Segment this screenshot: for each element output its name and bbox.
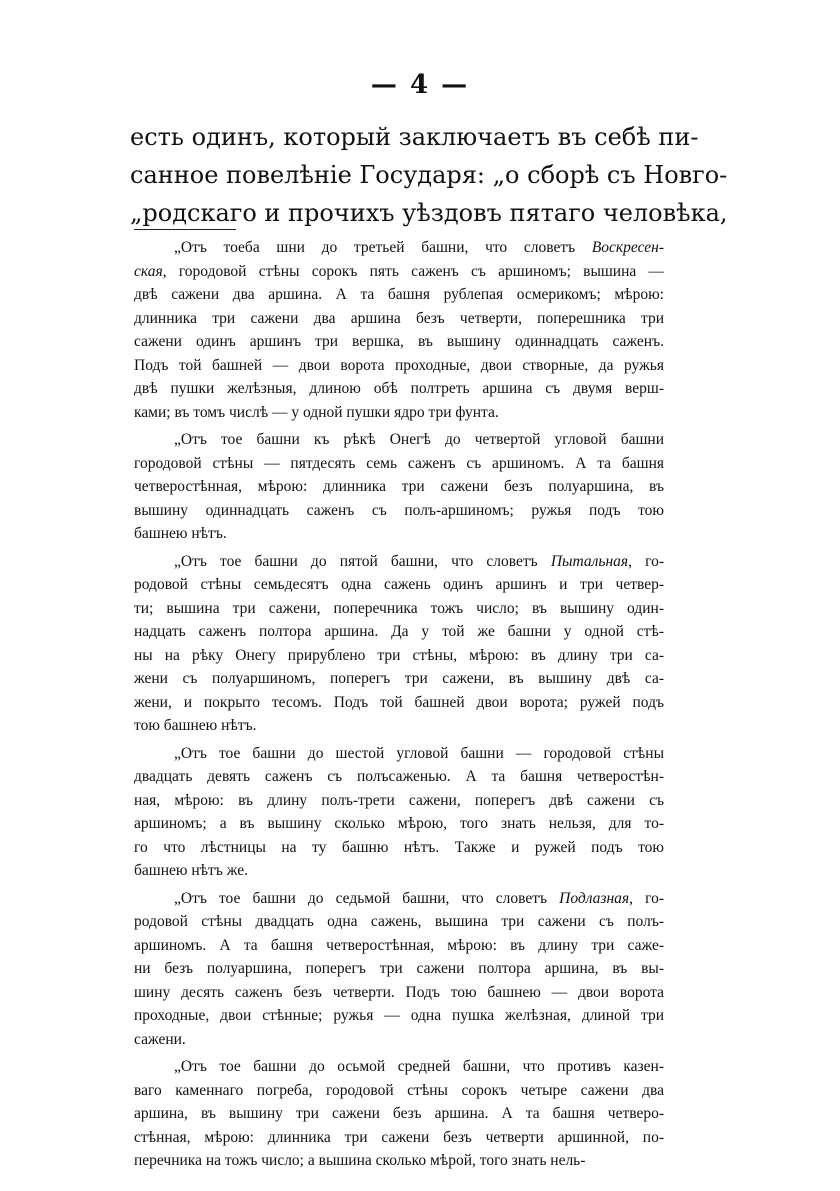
footnote-line <box>134 957 664 981</box>
footnote-line <box>134 283 664 307</box>
footnote-line <box>134 330 664 354</box>
footnote-line <box>134 742 664 766</box>
footnote-text: ками; въ томъ числѣ — у одной пушки ядро три фунта. <box>134 403 499 421</box>
footnote-line <box>134 1004 664 1028</box>
footnote-text: вышину одиннадцать саженъ съ полъ-аршиномъ; ружья подъ тою <box>134 501 664 519</box>
footnote-line <box>134 836 664 860</box>
footnote-paragraph <box>134 887 664 1052</box>
footnote-line <box>134 1079 664 1103</box>
footnote-line <box>134 428 664 452</box>
footnote-line <box>134 377 664 401</box>
footnote-text: ваго каменнаго погреба, городовой стѣны сорокъ четыре сажени два <box>134 1081 664 1099</box>
footnote-line <box>134 401 664 425</box>
footnote-text: длинника три сажени два аршина безъ четверти, поперешника три <box>134 309 664 327</box>
footnote-text: жени, и покрыто тесомъ. Подъ той башней двои ворота; ружей подъ <box>134 693 664 711</box>
footnote-text: городовой стѣны — пятдесять семь саженъ съ аршиномъ. А та башня <box>134 454 664 472</box>
footnote-divider <box>134 229 236 230</box>
footnote-line <box>134 910 664 934</box>
footnote-text: „Отъ тое башни до шестой угловой башни — городовой стѣны <box>174 744 664 762</box>
footnote-paragraph <box>134 550 664 738</box>
footnote-text: перечника на тожъ число; а вышина сколько мѣрой, того знать нель- <box>134 1152 586 1169</box>
footnote-text: аршиномъ; а въ вышину сколько мѣрою, того знать нельзя, для то- <box>134 815 664 832</box>
page-number: — 4 — <box>370 70 470 100</box>
footnote-text: тою башнею нѣтъ. <box>134 717 257 734</box>
footnote-text: , го- <box>628 552 664 570</box>
footnote-text: ны на рѣку Онегу прирублено три стѣны, мѣрою: въ длину три са- <box>134 646 664 664</box>
footnote-line <box>134 714 664 738</box>
footnote-paragraph <box>134 428 664 546</box>
footnote-paragraph <box>134 742 664 883</box>
footnote-line <box>134 475 664 499</box>
footnote-text: ни безъ полуаршина, поперегъ три сажени полтора аршина, въ вы- <box>134 960 664 977</box>
footnote-text: стѣнная, мѣрою: длинника три сажени безъ четверти аршинной, по- <box>134 1128 664 1146</box>
footnote-line <box>134 307 664 331</box>
footnote-line <box>134 1149 664 1173</box>
main-text-block <box>130 118 728 232</box>
footnote-italic-name: Воскресен- <box>591 239 664 256</box>
footnote-text: „Отъ тое башни до пятой башни, что словетъ <box>174 552 551 570</box>
footnote-italic-name: Подлазная <box>559 889 630 907</box>
footnote-italic-name: ская <box>134 262 163 280</box>
footnote-line <box>134 812 664 836</box>
footnote-paragraph <box>134 1055 664 1173</box>
footnote-line <box>134 644 664 668</box>
footnote-text: ная, мѣрою: въ длину полъ-трети сажени, поперегъ двѣ сажени съ <box>134 791 664 809</box>
footnote-text: двадцать девять саженъ съ полъсаженью. А та башня четверостѣн- <box>134 768 664 785</box>
footnote-line <box>134 522 664 546</box>
footnote-text: „Отъ тое башни до седьмой башни, что словетъ <box>174 889 560 907</box>
footnote-line <box>134 1055 664 1079</box>
footnote-line <box>134 691 664 715</box>
footnote-text: ти; вышина три сажени, поперечника тожъ число; въ вышину один- <box>134 599 664 617</box>
footnote-line <box>134 765 664 789</box>
footnote-line <box>134 789 664 813</box>
footnote-text: сажени. <box>134 1030 186 1048</box>
footnote-line <box>134 620 664 644</box>
footnote-line <box>134 1028 664 1052</box>
footnote-text: надцать саженъ полтора аршина. Да у той же башни у одной стѣ- <box>134 623 664 640</box>
footnote-line <box>134 236 664 260</box>
footnote-text: Подъ той башней — двои ворота проходные, двои створные, да ружья <box>134 356 664 374</box>
footnote-text: шину десять саженъ безъ четверти. Подъ тою башнею — двои ворота <box>134 983 664 1001</box>
footnote-line <box>134 934 664 958</box>
footnote-text: „Отъ тое башни къ рѣкѣ Онегѣ до четвертой угловой башни <box>174 431 664 448</box>
footnote-text: двѣ пушки желѣзныя, длиною обѣ полтреть аршина съ двумя верш- <box>134 380 664 397</box>
footnote-line <box>134 499 664 523</box>
footnote-text: родовой стѣны двадцать одна сажень, вышина три сажени съ полъ- <box>134 913 664 930</box>
footnote-line <box>134 667 664 691</box>
footnote-line <box>134 981 664 1005</box>
footnote-line <box>134 573 664 597</box>
footnote-text: аршиномъ. А та башня четверостѣнная, мѣрою: въ длину три саже- <box>134 936 664 954</box>
main-text-line: есть одинъ, который заключаетъ въ себѣ пи- <box>130 123 699 151</box>
footnote-paragraph <box>134 236 664 424</box>
footnote-text: сажени одинъ аршинъ три вершка, въ вышину одиннадцать саженъ. <box>134 333 664 350</box>
footnote-line <box>134 859 664 883</box>
footnote-line <box>134 1102 664 1126</box>
footnote-text: аршина, въ вышину три сажени безъ аршина. А та башня четверо- <box>134 1105 664 1122</box>
footnote-text: „Отъ тое башни до осьмой средней башни, что противъ казен- <box>174 1058 664 1075</box>
footnote-text: , го- <box>629 889 664 907</box>
footnote-text: „Отъ тоеба шни до третьей башни, что словетъ <box>174 239 592 256</box>
footnotes-block <box>134 236 664 1177</box>
footnote-line <box>134 452 664 476</box>
footnote-line <box>134 260 664 284</box>
footnote-italic-name: Пытальная <box>550 552 629 570</box>
footnote-line <box>134 1126 664 1150</box>
footnote-text: родовой стѣны семьдесятъ одна сажень одинъ аршинъ и три четвер- <box>134 576 664 593</box>
footnote-line <box>134 887 664 911</box>
footnote-line <box>134 597 664 621</box>
main-text-line: санное повелѣніе Государя: „о сборѣ съ Новго- <box>130 161 728 189</box>
footnote-line <box>134 354 664 378</box>
main-text-line: „родскаго и прочихъ уѣздовъ пятаго человѣка, <box>130 199 728 227</box>
footnote-text: башнею нѣтъ же. <box>134 862 248 879</box>
footnote-line <box>134 550 664 574</box>
footnote-text: жени съ полуаршиномъ, поперегъ три сажени, въ вышину двѣ са- <box>134 670 664 687</box>
footnote-text: башнею нѣтъ. <box>134 525 227 542</box>
footnote-text: проходные, двои стѣнные; ружья — одна пушка желѣзная, длиной три <box>134 1007 664 1024</box>
footnote-text: четверостѣнная, мѣрою: длинника три сажени безъ полуаршина, въ <box>134 478 664 495</box>
footnote-text: го что лѣстницы на ту башню нѣтъ. Также и ружей подъ тою <box>134 838 664 856</box>
footnote-text: двѣ сажени два аршина. А та башня рублепая осмерикомъ; мѣрою: <box>134 286 664 303</box>
footnote-text: , городовой стѣны сорокъ пять саженъ съ аршиномъ; вышина — <box>162 262 664 280</box>
